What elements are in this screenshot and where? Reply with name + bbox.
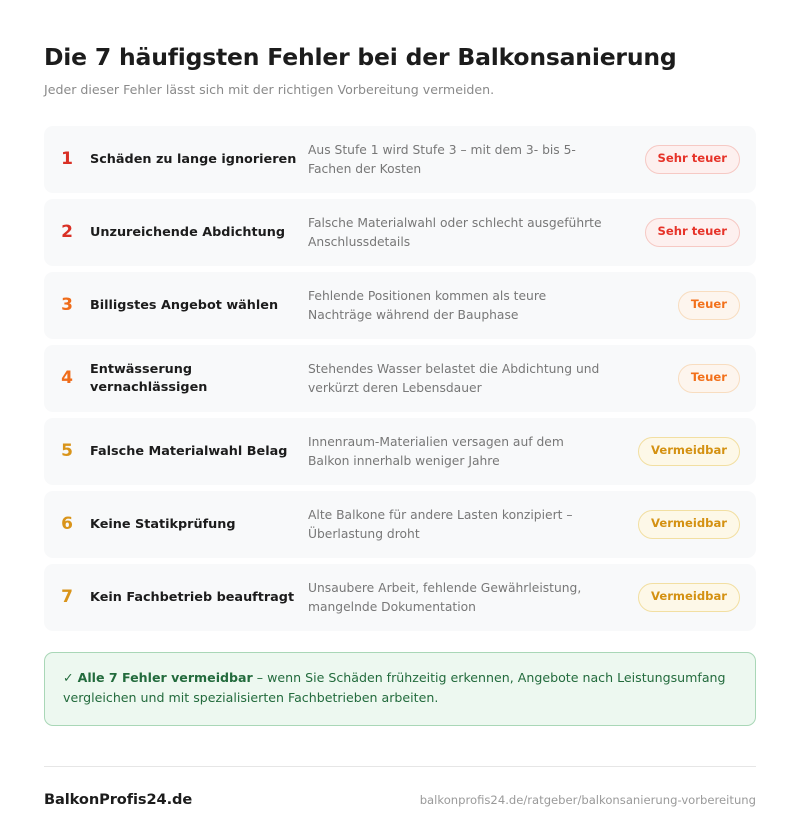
severity-badge: Vermeidbar: [638, 583, 740, 612]
mistake-row: [44, 126, 756, 193]
footer-content: [44, 791, 756, 808]
severity-badge: Teuer: [678, 364, 740, 393]
mistake-title: Kein Fachbetrieb beauftragt: [90, 589, 295, 605]
mistake-description: Falsche Materialwahl oder schlecht ausgeführte Anschlussdetails: [308, 216, 602, 249]
page-header: [44, 44, 756, 98]
page-title: Die 7 häufigsten Fehler bei der Balkonsanierung: [44, 43, 677, 71]
mistake-title: Keine Statikprüfung: [90, 516, 236, 532]
mistake-row: [44, 272, 756, 339]
mistake-row: [44, 491, 756, 558]
check-icon: ✓: [63, 670, 74, 686]
mistake-title: Schäden zu lange ignorieren: [90, 151, 297, 167]
severity-badge: Sehr teuer: [645, 218, 740, 247]
mistake-rank: 4: [61, 368, 73, 389]
mistake-title: Entwässerung vernachlässigen: [90, 361, 208, 395]
severity-badge-cell: [622, 291, 740, 320]
severity-badge-cell: [622, 510, 740, 539]
severity-badge-cell: [622, 437, 740, 466]
source-url: balkonprofis24.de/ratgeber/balkonsanierung-vorbereitung: [419, 793, 756, 807]
severity-badge: Sehr teuer: [645, 145, 740, 174]
mistake-description: Alte Balkone für andere Lasten konzipiert – Überlastung droht: [308, 508, 573, 541]
mistake-title: Billigstes Angebot wählen: [90, 297, 279, 313]
mistake-rank: 7: [61, 587, 73, 608]
mistake-rank: 2: [61, 222, 73, 243]
page-subtitle: Jeder dieser Fehler lässt sich mit der richtigen Vorbereitung vermeiden.: [44, 81, 495, 97]
mistake-rank: 6: [61, 514, 73, 535]
mistake-row: [44, 564, 756, 631]
severity-badge-cell: [622, 364, 740, 393]
summary-callout: [44, 652, 756, 726]
footer-divider: [44, 766, 756, 767]
brand-name: BalkonProfis24.de: [44, 791, 193, 808]
mistake-description: Innenraum-Materialien versagen auf dem Balkon innerhalb weniger Jahre: [308, 435, 564, 468]
severity-badge: Vermeidbar: [638, 437, 740, 466]
severity-badge: Vermeidbar: [638, 510, 740, 539]
mistake-rank: 1: [61, 149, 73, 170]
mistake-rank: 3: [61, 295, 73, 316]
summary-rest: – wenn Sie Schäden frühzeitig erkennen, Angebote nach Leistungsumfang vergleichen und mit spezialisierten Fachbetrieben arbeiten.: [63, 670, 726, 706]
mistake-rank: 5: [61, 441, 73, 462]
severity-badge-cell: [622, 218, 740, 247]
mistake-row: [44, 199, 756, 266]
summary-text: [63, 668, 737, 709]
summary-lead: Alle 7 Fehler vermeidbar: [77, 670, 253, 686]
mistake-row: [44, 418, 756, 485]
mistake-list: [44, 126, 756, 631]
severity-badge-cell: [622, 583, 740, 612]
mistake-description: Stehendes Wasser belastet die Abdichtung und verkürzt deren Lebensdauer: [308, 362, 600, 395]
mistake-description: Aus Stufe 1 wird Stufe 3 – mit dem 3- bis 5-Fachen der Kosten: [308, 143, 576, 176]
severity-badge: Teuer: [678, 291, 740, 320]
mistake-description: Unsaubere Arbeit, fehlende Gewährleistung, mangelnde Dokumentation: [308, 581, 582, 614]
mistake-title: Falsche Materialwahl Belag: [90, 443, 288, 459]
mistake-description: Fehlende Positionen kommen als teure Nachträge während der Bauphase: [308, 289, 547, 322]
severity-badge-cell: [622, 145, 740, 174]
mistake-row: [44, 345, 756, 412]
page-footer: [44, 766, 756, 838]
mistake-title: Unzureichende Abdichtung: [90, 224, 286, 240]
